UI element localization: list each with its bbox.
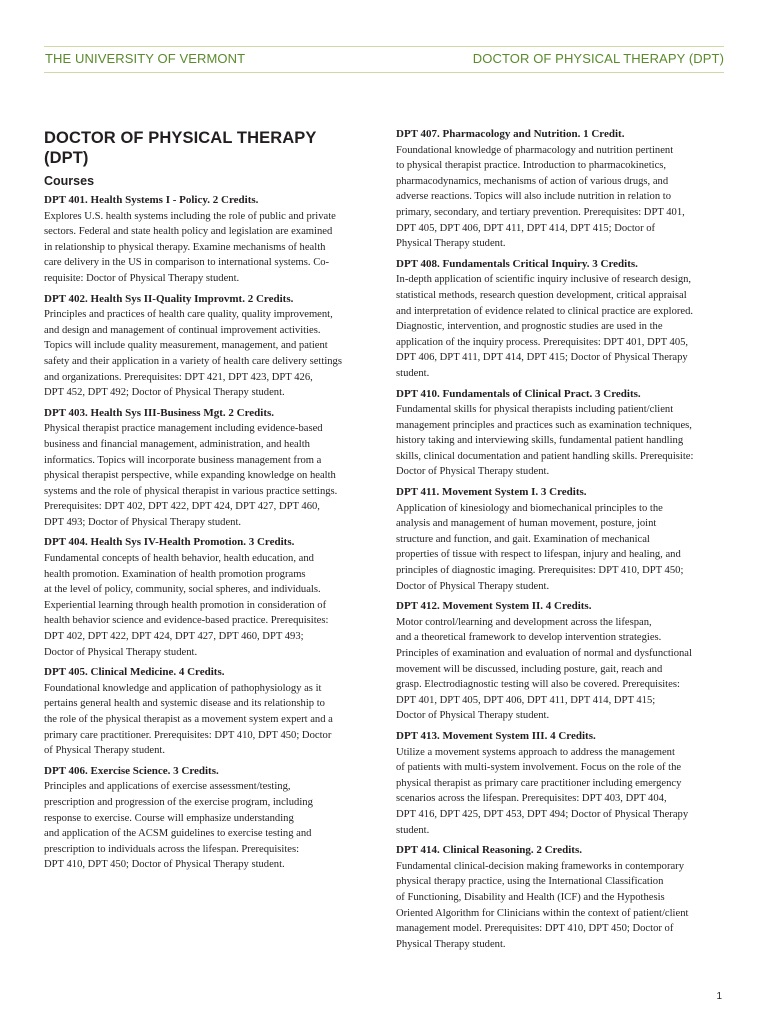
course-description-line: Foundational knowledge of pharmacology and nutrition pertinent xyxy=(396,144,674,156)
page-title: DOCTOR OF PHYSICAL THERAPY (DPT) xyxy=(44,129,317,167)
course-description-line: structure and function, and gait. Examination of mechanical xyxy=(396,533,650,545)
course-description-line: requisite: Doctor of Physical Therapy student. xyxy=(44,272,240,284)
course-description-line: Fundamental concepts of health behavior, health education, and xyxy=(44,553,314,565)
course-title: DPT 410. Fundamentals of Clinical Pract. 3 Credits. xyxy=(396,387,641,400)
course-entry xyxy=(44,535,364,660)
course-description-line: Oriented Algorithm for Clinicians within the context of patient/client xyxy=(396,907,689,919)
course-description-line: Doctor of Physical Therapy student. xyxy=(396,580,550,592)
course-description-line: pharmacodynamics, mechanisms of action of various drugs, and xyxy=(396,175,669,187)
course-description-line: analysis and management of human movement, posture, joint xyxy=(396,518,657,530)
course-description-line: response to exercise. Course will emphasize understanding xyxy=(44,812,294,824)
course-description-line: health promotion. Examination of health promotion programs xyxy=(44,568,306,580)
course-description-line: Doctor of Physical Therapy student. xyxy=(44,646,198,658)
course-description-line: DPT 405, DPT 406, DPT 411, DPT 414, DPT 415; Doctor of xyxy=(396,222,656,234)
course-description-line: Explores U.S. health systems including the role of public and private xyxy=(44,210,336,222)
course-description-line: Fundamental clinical-decision making frameworks in contemporary xyxy=(396,860,685,872)
course-entry xyxy=(396,127,726,252)
left-column xyxy=(44,128,364,878)
section-heading: Courses xyxy=(44,174,95,188)
course-description-line: Prerequisites: DPT 402, DPT 422, DPT 424, DPT 427, DPT 460, xyxy=(44,501,320,513)
course-description-line: DPT 406, DPT 411, DPT 414, DPT 415; Doctor of Physical Therapy xyxy=(396,352,688,364)
course-description-line: sectors. Federal and state health policy and legislation are examined xyxy=(44,226,333,238)
course-description-line: to physical therapist practice. Introduction to pharmacokinetics, xyxy=(396,160,667,172)
course-title: DPT 414. Clinical Reasoning. 2 Credits. xyxy=(396,844,582,857)
course-description-line: movement will be discussed, including posture, gait, reach and xyxy=(396,663,663,675)
course-title: DPT 407. Pharmacology and Nutrition. 1 Credit. xyxy=(396,128,625,140)
course-description-line: DPT 452, DPT 492; Doctor of Physical Therapy student. xyxy=(44,387,285,399)
course-title: DPT 404. Health Sys IV-Health Promotion. 3 Credits. xyxy=(44,536,295,549)
course-description-line: Motor control/learning and development across the lifespan, xyxy=(396,616,652,628)
header-university: THE UNIVERSITY OF VERMONT xyxy=(45,51,246,66)
course-entry xyxy=(44,292,364,401)
course-list-left xyxy=(44,193,364,873)
course-description-line: informatics. Topics will incorporate business management from a xyxy=(44,454,322,466)
course-list-right xyxy=(396,127,726,952)
course-description xyxy=(396,143,726,252)
running-header xyxy=(44,51,724,69)
course-description-line: safety and their application in a variety of health care delivery settings xyxy=(44,355,342,367)
course-description-line: statistical methods, research question development, critical appraisal xyxy=(396,289,687,301)
course-description xyxy=(396,859,726,953)
course-description-line: physical therapist as primary care practitioner including emergency xyxy=(396,777,682,789)
course-description-line: Foundational knowledge and application of pathophysiology as it xyxy=(44,682,322,694)
course-description-line: Principles and practices of health care quality, quality improvement, xyxy=(44,309,333,321)
course-description-line: history taking and interviewing skills, fundamental patient handling xyxy=(396,435,684,447)
course-description-line: in relationship to physical therapy. Examine mechanisms of health xyxy=(44,241,326,253)
header-rule-top xyxy=(44,46,724,47)
course-description-line: Physical therapist practice management including evidence-based xyxy=(44,423,323,435)
course-title: DPT 412. Movement System II. 4 Credits. xyxy=(396,600,592,613)
course-title: DPT 408. Fundamentals Critical Inquiry. 3 Credits. xyxy=(396,257,638,270)
course-title: DPT 402. Health Sys II-Quality Improvmt. 2 Credits. xyxy=(44,292,294,305)
course-entry xyxy=(396,843,726,952)
course-description-line: Principles of examination and evaluation of normal and dysfunctional xyxy=(396,648,692,659)
course-description-line: the role of the physical therapist as a movement system expert and a xyxy=(44,714,333,725)
course-title: DPT 411. Movement System I. 3 Credits. xyxy=(396,486,587,499)
header-program: DOCTOR OF PHYSICAL THERAPY (DPT) xyxy=(472,51,724,66)
course-description-line: primary, secondary, and tertiary prevention. Prerequisites: DPT 401, xyxy=(396,206,685,218)
course-description-line: and interpretation of evidence related to clinical practice are explored. xyxy=(396,305,694,317)
course-description-line: DPT 410, DPT 450; Doctor of Physical Therapy student. xyxy=(44,859,285,871)
course-description-line: of patients with multi-system involvement. Focus on the role of the xyxy=(396,762,682,774)
course-entry xyxy=(44,193,364,287)
course-description-line: principles of diagnostic imaging. Prerequisites: DPT 410, DPT 450; xyxy=(396,565,684,577)
course-description-line: Doctor of Physical Therapy student. xyxy=(396,466,550,478)
course-entry xyxy=(396,729,726,838)
course-description-line: grasp. Electrodiagnostic testing will also be covered. Prerequisites: xyxy=(396,679,680,691)
course-description-line: Fundamental skills for physical therapists including patient/client xyxy=(396,404,674,416)
course-description-line: DPT 416, DPT 425, DPT 453, DPT 494; Doctor of Physical Therapy xyxy=(396,808,689,820)
course-description xyxy=(396,501,726,595)
header-rule-bottom xyxy=(44,72,724,73)
course-description-line: of Physical Therapy student. xyxy=(44,745,166,757)
course-entry xyxy=(44,406,364,531)
course-description-line: adverse reactions. Topics will also include nutrition in relation to xyxy=(396,191,672,203)
course-title: DPT 405. Clinical Medicine. 4 Credits. xyxy=(44,666,225,679)
page-number: 1 xyxy=(716,991,722,1002)
course-description xyxy=(44,307,364,401)
course-description-line: of Functioning, Disability and Health (ICF) and the Hypothesis xyxy=(396,891,665,903)
course-description-line: management principles and practices such as examination techniques, xyxy=(396,419,692,431)
course-description-line: health behavior science and evidence-based practice. Prerequisites: xyxy=(44,615,329,627)
course-entry xyxy=(44,665,364,759)
course-description-line: prescription to individuals across the lifespan. Prerequisites: xyxy=(44,843,300,855)
course-description xyxy=(44,681,364,759)
course-entry xyxy=(44,764,364,873)
course-description-line: management model. Prerequisites: DPT 410, DPT 450; Doctor of xyxy=(396,923,674,935)
course-description-line: physical therapist perspective, while expanding knowledge on health xyxy=(44,470,336,482)
course-description-line: systems and the role of physical therapist in various practice settings. xyxy=(44,485,338,497)
course-description-line: student. xyxy=(396,824,430,836)
course-description xyxy=(44,779,364,873)
course-description-line: Application of kinesiology and biomechanical principles to the xyxy=(396,502,663,514)
course-description-line: application of the inquiry process. Prerequisites: DPT 401, DPT 405, xyxy=(396,336,689,348)
course-description-line: In-depth application of scientific inquiry inclusive of research design, xyxy=(396,274,692,286)
course-entry xyxy=(396,599,726,724)
course-description-line: business and financial management, administration, and health xyxy=(44,438,310,450)
course-description-line: scenarios across the lifespan. Prerequisites: DPT 403, DPT 404, xyxy=(396,793,667,805)
course-description-line: at the level of policy, community, social spheres, and individuals. xyxy=(44,584,321,596)
course-description xyxy=(44,209,364,287)
course-description-line: Diagnostic, intervention, and prognostic studies are used in the xyxy=(396,321,663,333)
course-description xyxy=(44,421,364,530)
course-description-line: care delivery in the US in comparison to international systems. Co- xyxy=(44,257,330,269)
course-description-line: Topics will include quality measurement, management, and patient xyxy=(44,340,328,352)
course-description-line: and a theoretical framework to develop intervention strategies. xyxy=(396,632,662,644)
course-description-line: Doctor of Physical Therapy student. xyxy=(396,710,550,722)
course-description-line: prescription and progression of the exercise program, including xyxy=(44,796,313,808)
course-description xyxy=(396,745,726,839)
course-description xyxy=(44,551,364,660)
course-description xyxy=(396,272,726,381)
course-description-line: DPT 493; Doctor of Physical Therapy student. xyxy=(44,516,242,528)
course-description-line: physical therapy practice, using the International Classification xyxy=(396,876,664,888)
course-title: DPT 406. Exercise Science. 3 Credits. xyxy=(44,764,219,777)
course-description-line: Principles and applications of exercise assessment/testing, xyxy=(44,781,291,793)
course-description-line: student. xyxy=(396,367,430,379)
course-description-line: Physical Therapy student. xyxy=(396,238,506,250)
course-description-line: properties of tissue with respect to lifespan, injury and healing, and xyxy=(396,549,681,561)
course-description-line: and design and management of continual improvement activities. xyxy=(44,324,321,336)
course-description-line: primary care practitioner. Prerequisites: DPT 410, DPT 450; Doctor xyxy=(44,729,332,741)
course-title: DPT 403. Health Sys III-Business Mgt. 2 Credits. xyxy=(44,406,275,419)
course-description-line: skills, clinical documentation and patient handling skills. Prerequisite: xyxy=(396,450,694,462)
course-description-line: and organizations. Prerequisites: DPT 421, DPT 423, DPT 426, xyxy=(44,371,313,383)
course-description-line: Physical Therapy student. xyxy=(396,938,506,950)
course-description xyxy=(396,615,726,724)
course-description-line: Utilize a movement systems approach to address the management xyxy=(396,746,675,758)
course-description-line: and application of the ACSM guidelines to exercise testing and xyxy=(44,828,312,840)
course-description-line: pertains general health and systemic disease and its relationship to xyxy=(44,698,325,710)
course-description-line: DPT 402, DPT 422, DPT 424, DPT 427, DPT 460, DPT 493; xyxy=(44,631,304,643)
course-entry xyxy=(396,485,726,594)
course-description-line: DPT 401, DPT 405, DPT 406, DPT 411, DPT 414, DPT 415; xyxy=(396,694,656,706)
course-title: DPT 413. Movement System III. 4 Credits. xyxy=(396,729,596,742)
course-description-line: Experiential learning through health promotion in consideration of xyxy=(44,599,327,611)
course-entry xyxy=(396,257,726,382)
course-entry xyxy=(396,387,726,481)
right-column xyxy=(396,127,726,957)
course-description xyxy=(396,402,726,480)
course-title: DPT 401. Health Systems I - Policy. 2 Credits. xyxy=(44,194,259,206)
